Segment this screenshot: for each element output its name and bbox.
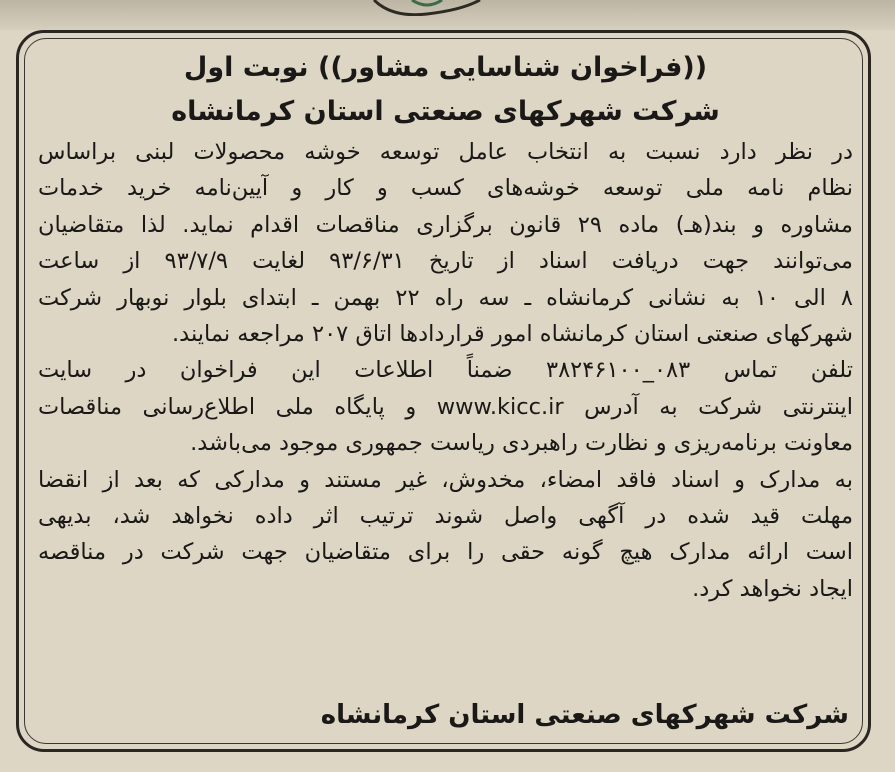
body-line: تلفن تماس ۰۸۳_۳۸۲۴۶۱۰۰ ضمناً اطلاعات این فراخوان در سایت <box>38 357 853 384</box>
body-line: به مدارک و اسناد فاقد امضاء، مخدوش، غیر مستند و مدارکی که بعد از انقضا <box>38 466 853 493</box>
signature-company-name: شرکت شهرکهای صنعتی استان کرمانشاه <box>320 700 849 730</box>
headline-line-2: شرکت شهرکهای صنعتی استان کرمانشاه <box>171 96 720 127</box>
notice-content <box>38 46 853 607</box>
body-line: ۸ الی ۱۰ به نشانی کرمانشاه ـ سه راه ۲۲ بهمن ـ ابتدای بلوار نوبهار شرکت <box>38 284 853 311</box>
body-line: ایجاد نخواهد کرد. <box>692 575 853 602</box>
body-line: می‌توانند جهت دریافت اسناد از تاریخ ۹۳/۶/۳۱ لغایت ۹۳/۷/۹ از ساعت <box>38 248 853 275</box>
body-line: شهرکهای صنعتی استان کرمانشاه امور قراردادها اتاق ۲۰۷ مراجعه نمایند. <box>171 321 853 348</box>
body-line: مهلت قید شده در آگهی واصل شوند ترتیب اثر داده نخواهد شد، بدیهی <box>38 503 853 530</box>
body-line: است ارائه مدارک هیچ گونه حقی را برای متقاضیان جهت شرکت در مناقصه <box>38 539 853 566</box>
logo-fragment <box>372 0 482 16</box>
notice-body <box>38 134 853 607</box>
body-line: معاونت برنامه‌ریزی و نظارت راهبردی ریاست جمهوری موجود می‌باشد. <box>190 430 853 457</box>
body-line: نظام نامه ملی توسعه خوشه‌های کسب و کار و آیین‌نامه خرید خدمات <box>38 175 853 202</box>
body-line: مشاوره و بند(هـ) ماده ۲۹ قانون برگزاری مناقصات اقدام نماید. لذا متقاضیان <box>38 211 853 238</box>
headline-line-1: ((فراخوان شناسایی مشاور)) نوبت اول <box>183 52 708 83</box>
body-line: در نظر دارد نسبت به انتخاب عامل توسعه خوشه محصولات لبنی براساس <box>38 139 853 165</box>
body-line: اینترنتی شرکت به آدرس www.kicc.ir و پایگاه ملی اطلاع‌رسانی مناقصات <box>38 393 853 420</box>
